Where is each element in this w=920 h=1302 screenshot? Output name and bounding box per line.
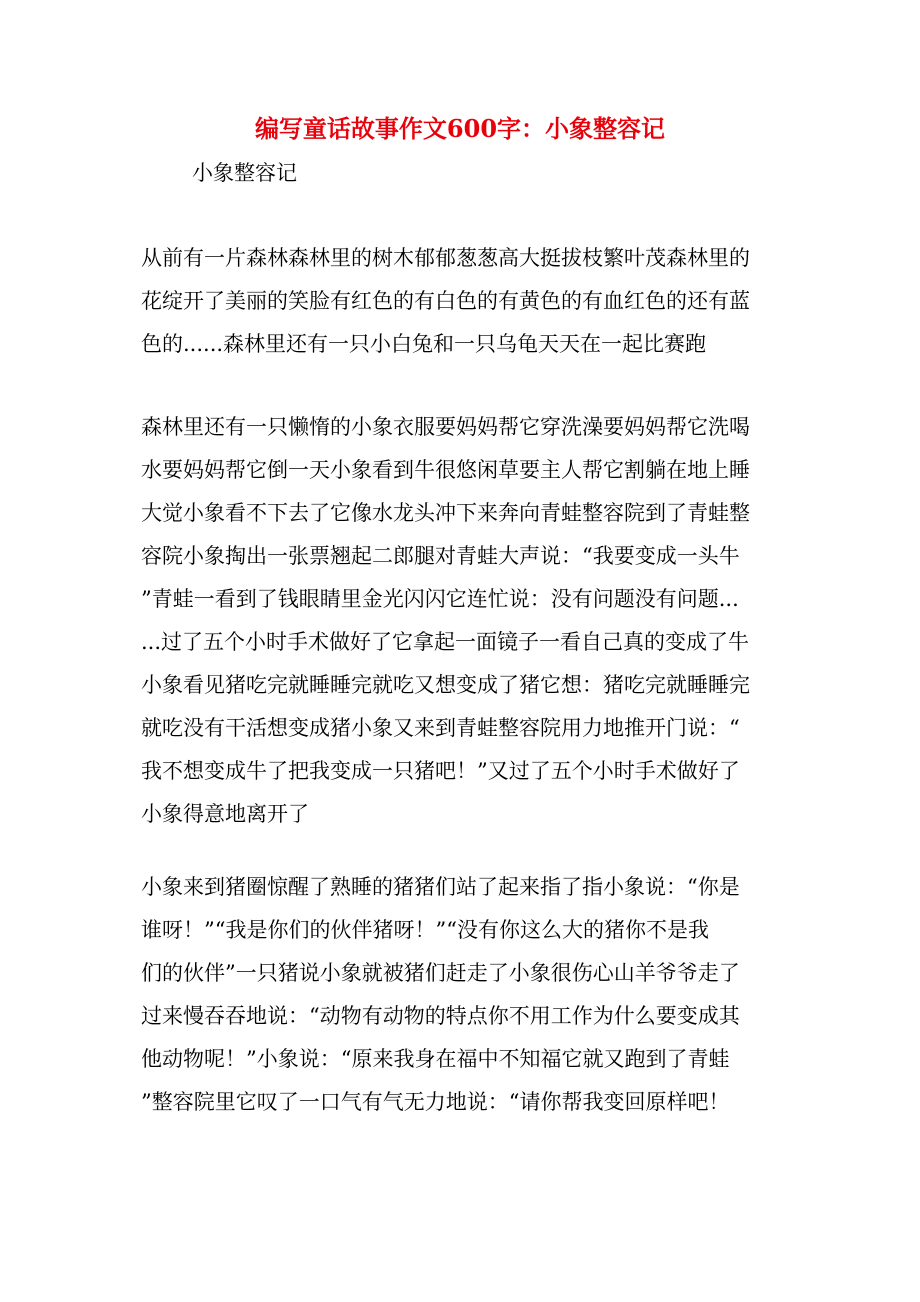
- paragraph-line: 水要妈妈帮它倒一天小象看到牛很悠闲草要主人帮它割躺在地上睡: [141, 458, 750, 482]
- paragraph-line: 花绽开了美丽的笑脸有红色的有白色的有黄色的有血红色的还有蓝: [141, 289, 750, 313]
- paragraph-2: [141, 406, 781, 836]
- paragraph-line: ...过了五个小时手术做好了它拿起一面镜子一看自己真的变成了牛: [141, 630, 750, 654]
- paragraph-line: 森林里还有一只懒惰的小象衣服要妈妈帮它穿洗澡要妈妈帮它洗喝: [141, 415, 750, 439]
- paragraph-line: 们的伙伴”一只猪说小象就被猪们赶走了小象很伤心山羊爷爷走了: [141, 961, 740, 985]
- paragraph-line: 过来慢吞吞地说：“动物有动物的特点你不用工作为什么要变成其: [141, 1004, 740, 1028]
- document-title: 编写童话故事作文600字：小象整容记: [254, 114, 666, 143]
- paragraph-line: 大觉小象看不下去了它像水龙头冲下来奔向青蛙整容院到了青蛙整: [141, 501, 750, 525]
- paragraph-line: 小象看见猪吃完就睡睡完就吃又想变成了猪它想：猪吃完就睡睡完: [141, 673, 750, 697]
- paragraph-line: ”整容院里它叹了一口气有气无力地说：“请你帮我变回原样吧！: [141, 1090, 730, 1114]
- paragraph-line: 他动物呢！”小象说：“原来我身在福中不知福它就又跑到了青蛙: [141, 1047, 730, 1071]
- paragraph-line: 小象来到猪圈惊醒了熟睡的猪猪们站了起来指了指小象说：“你是: [141, 875, 740, 899]
- paragraph-line: 小象得意地离开了: [141, 802, 309, 826]
- paragraph-line: 我不想变成牛了把我变成一只猪吧！”又过了五个小时手术做好了: [141, 759, 740, 783]
- paragraph-line: 色的......森林里还有一只小白兔和一只乌龟天天在一起比赛跑: [141, 332, 707, 356]
- paragraph-line: ”青蛙一看到了钱眼睛里金光闪闪它连忙说：没有问题没有问题...: [141, 587, 739, 611]
- paragraph-line: 谁呀！”“我是你们的伙伴猪呀！”“没有你这么大的猪你不是我: [141, 918, 709, 942]
- paragraph-1: [141, 237, 781, 366]
- paragraph-line: 就吃没有干活想变成猪小象又来到青蛙整容院用力地推开门说：“: [141, 716, 740, 740]
- story-subtitle: 小象整容记: [192, 161, 297, 185]
- paragraph-line: 从前有一片森林森林里的树木郁郁葱葱高大挺拔枝繁叶茂森林里的: [141, 246, 750, 270]
- paragraph-line: 容院小象掏出一张票翘起二郎腿对青蛙大声说：“我要变成一头牛: [141, 544, 740, 568]
- paragraph-3: [141, 866, 781, 1124]
